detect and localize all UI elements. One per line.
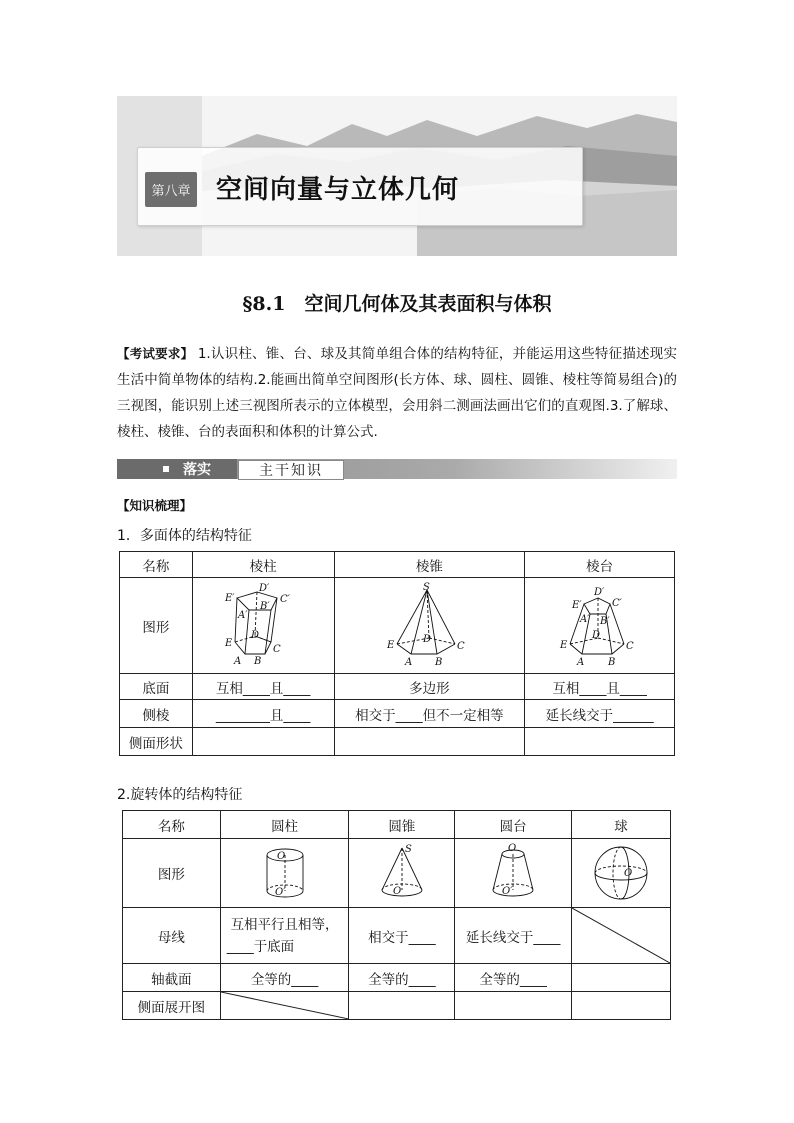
table-cell <box>525 728 675 756</box>
vertex-label: B′ <box>260 600 270 612</box>
row-label: 底面 <box>120 674 193 700</box>
table-header-cell: 球 <box>572 811 671 839</box>
table-cell: 相交于____ <box>349 908 455 964</box>
heading-rotation-solids: 2.旋转体的结构特征 <box>117 787 243 803</box>
row-label: 母线 <box>123 908 221 964</box>
sphere-figure-cell <box>572 839 671 908</box>
frustum-cone-figure-cell <box>455 839 572 908</box>
vertex-label: E <box>559 639 567 651</box>
table-header-cell: 棱柱 <box>192 552 334 578</box>
table-header-cell: 圆台 <box>455 811 572 839</box>
prism-figure-cell <box>192 578 334 674</box>
table-cell-blank <box>220 992 349 1020</box>
frustum-figure-cell <box>525 578 675 674</box>
pyramid-figure-cell <box>334 578 525 674</box>
table-header-cell: 名称 <box>120 552 193 578</box>
sphere-figure <box>586 842 656 904</box>
vertex-label: C <box>625 640 634 652</box>
chapter-badge: 第八章 <box>145 172 197 207</box>
table-header-cell: 棱台 <box>525 552 675 578</box>
row-label: 侧面展开图 <box>123 992 221 1020</box>
requirements-tag: 【考试要求】 <box>117 346 194 361</box>
table-row <box>123 992 671 1020</box>
diagonal-line <box>572 908 670 963</box>
cell-line: 互相平行且相等， <box>230 916 339 933</box>
vertex-label: C <box>273 643 281 655</box>
row-label: 侧面形状 <box>120 728 193 756</box>
prism-figure <box>213 582 313 670</box>
center-label: O <box>624 868 633 879</box>
vertex-label: C′ <box>280 593 291 605</box>
rotation-solids-table <box>122 810 671 1020</box>
bar-label-dark <box>117 459 237 479</box>
vertex-label: D <box>251 629 260 641</box>
vertex-label: B <box>607 656 615 668</box>
axis-label: O′ <box>274 887 286 898</box>
table-cell: 全等的____ <box>455 964 572 992</box>
vertex-label: E′ <box>225 592 235 604</box>
section-title: §8.1 空间几何体及其表面积与体积 <box>242 293 552 315</box>
chapter-title: 空间向量与立体几何 <box>216 175 460 205</box>
table-cell <box>334 728 525 756</box>
cell-line: ____于底面 <box>226 938 295 955</box>
table-cell-blank <box>572 908 671 964</box>
knowledge-label: 【知识梳理】 <box>117 498 193 513</box>
frustum-figure <box>550 582 650 670</box>
vertex-label: D′ <box>593 586 604 598</box>
heading-polyhedra: 1．多面体的结构特征 <box>117 528 252 544</box>
row-label: 图形 <box>120 578 193 674</box>
vertex-label: B <box>435 656 443 668</box>
apex-label: S <box>404 844 412 855</box>
vertex-label: A <box>234 655 242 667</box>
requirements-text: 1.认识柱、锥、台、球及其简单组合体的结构特征，并能运用这些特征描述现实生活中简单物体的结构.2.能画出简单空间图形(长方体、球、圆柱、圆锥、棱柱等简易组合)的三视图，能识别上述三视图所表示的立体模型，会用斜二测画法画出它们的直观图.3.了解球、棱柱、棱锥、台的表面积和体积的计算公式. <box>117 346 677 440</box>
table-cell: ________且____ <box>192 700 334 728</box>
table-cell <box>455 992 572 1020</box>
vertex-label: E <box>387 639 395 651</box>
table-row <box>120 578 675 674</box>
row-label: 轴截面 <box>123 964 221 992</box>
exam-requirements <box>117 341 677 445</box>
table-cell: 延长线交于____ <box>455 908 572 964</box>
table-cell <box>349 992 455 1020</box>
vertex-label: S <box>423 581 431 593</box>
table-row <box>123 908 671 964</box>
table-header-cell: 圆锥 <box>349 811 455 839</box>
table-cell: 延长线交于______ <box>525 700 675 728</box>
table-row <box>120 728 675 756</box>
vertex-label: B′ <box>599 615 610 627</box>
bar-dark-text: 落实 <box>183 462 211 478</box>
table-cell: 全等的____ <box>349 964 455 992</box>
table-row <box>120 552 675 578</box>
vertex-label: D′ <box>259 582 270 594</box>
table-row <box>123 839 671 908</box>
table-cell: 多边形 <box>334 674 525 700</box>
table-header-cell: 圆柱 <box>220 811 349 839</box>
vertex-label: E <box>225 637 233 649</box>
cone-figure <box>372 842 432 904</box>
vertex-label: A′ <box>579 613 590 625</box>
vertex-label: E′ <box>571 599 582 611</box>
cone-figure-cell <box>349 839 455 908</box>
table-cell: 互相____且____ <box>192 674 334 700</box>
axis-label: O′ <box>502 886 513 897</box>
vertex-label: A′ <box>238 609 248 621</box>
table-cell <box>572 992 671 1020</box>
vertex-label: B <box>254 655 262 667</box>
table-row <box>123 811 671 839</box>
axis-label: O <box>508 843 517 854</box>
frustum-cone-figure <box>483 842 543 904</box>
vertex-label: C <box>457 640 466 652</box>
row-label: 图形 <box>123 839 221 908</box>
table-cell: 全等的____ <box>220 964 349 992</box>
center-label: O <box>392 886 402 897</box>
cylinder-figure-cell <box>220 839 349 908</box>
table-row <box>120 674 675 700</box>
vertex-label: D <box>423 633 432 645</box>
table-cell <box>220 908 349 964</box>
diagonal-line <box>221 992 349 1019</box>
vertex-label: A <box>576 656 584 668</box>
polyhedra-table <box>119 551 675 756</box>
vertex-label: D <box>591 629 600 641</box>
table-cell <box>572 964 671 992</box>
vertex-label: C′ <box>611 597 622 609</box>
table-cell: 相交于____但不一定相等 <box>334 700 525 728</box>
cylinder-figure <box>255 842 315 904</box>
table-row <box>120 700 675 728</box>
table-row <box>123 964 671 992</box>
table-header-cell: 名称 <box>123 811 221 839</box>
axis-label: O <box>276 851 285 862</box>
square-bullet-icon <box>163 466 169 472</box>
pyramid-figure <box>379 582 479 670</box>
table-cell: 互相____且____ <box>525 674 675 700</box>
table-cell <box>192 728 334 756</box>
table-header-cell: 棱锥 <box>334 552 525 578</box>
vertex-label: A <box>405 656 413 668</box>
bar-label-light: 主干知识 <box>238 460 344 480</box>
row-label: 侧棱 <box>120 700 193 728</box>
